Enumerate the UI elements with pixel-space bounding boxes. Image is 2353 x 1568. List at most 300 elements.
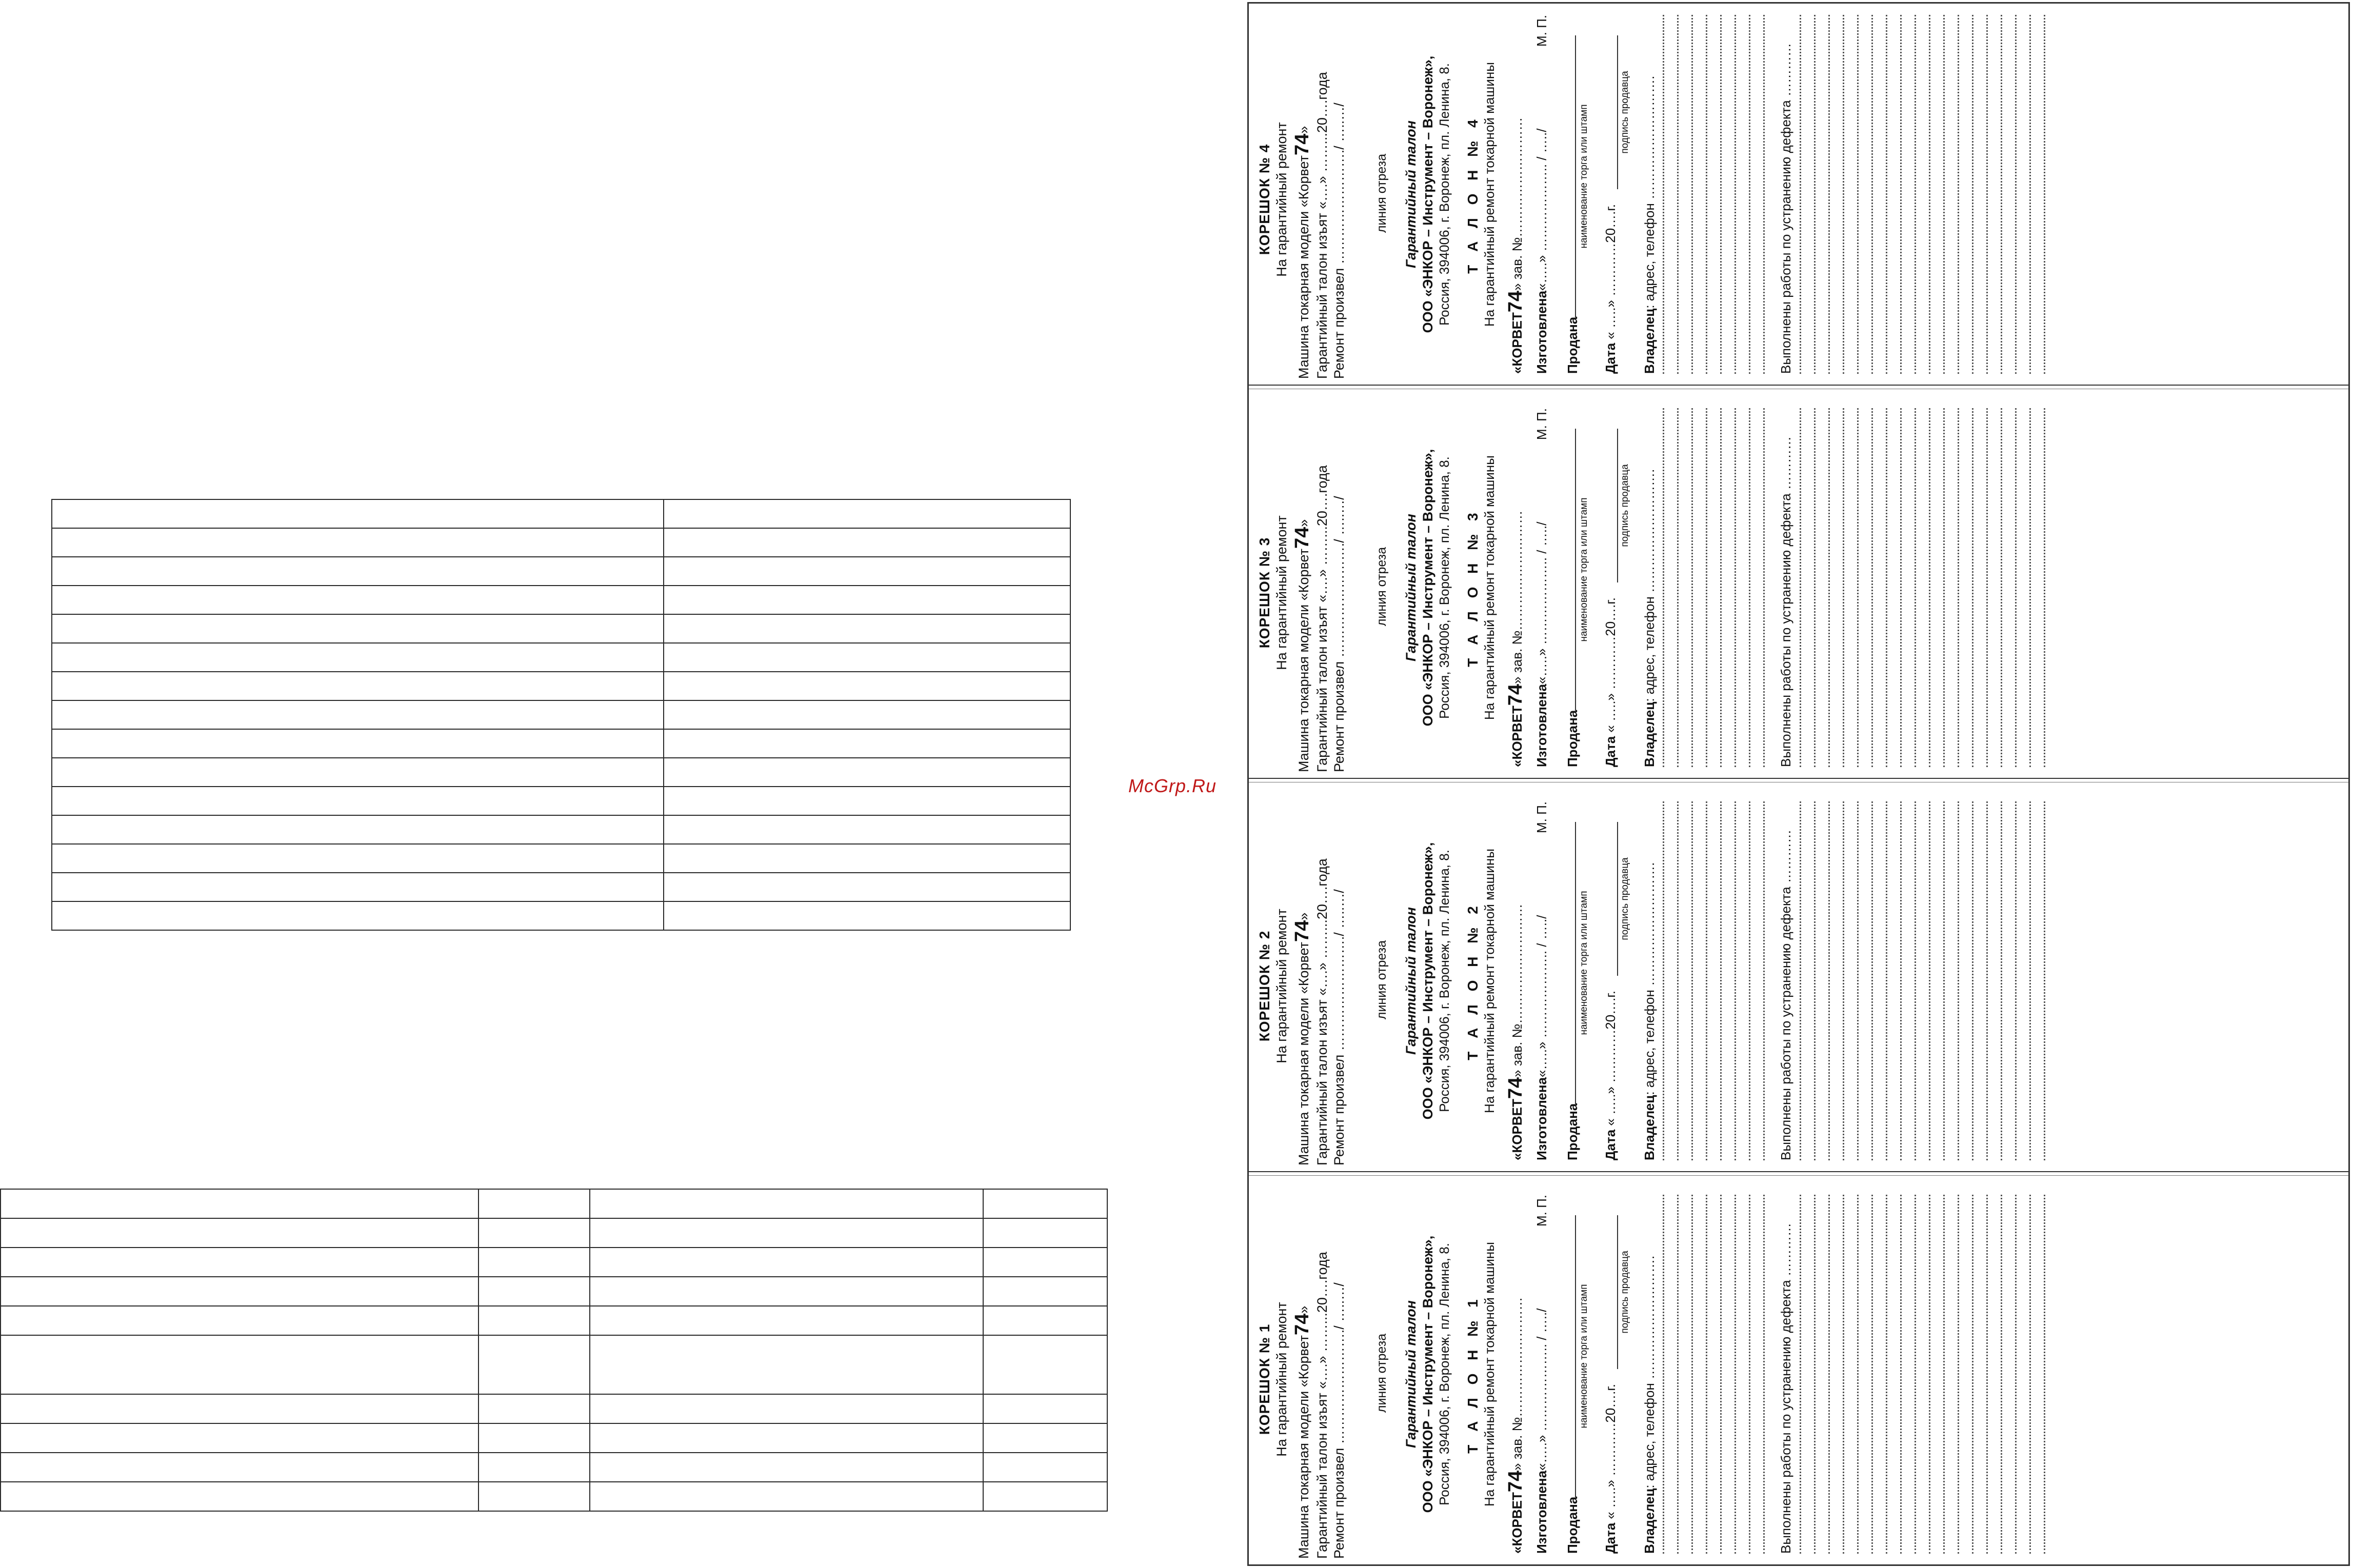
table-cell — [590, 1335, 983, 1394]
date-label: Дата — [1602, 343, 1618, 374]
table-row — [52, 499, 1070, 528]
sold-label: Продана — [1564, 1496, 1580, 1554]
made-value: «…..» ……………….. / …../ — [1533, 521, 1549, 684]
dotted-line — [1691, 408, 1693, 767]
dotted-line — [1720, 408, 1722, 767]
dotted-line — [1734, 1195, 1736, 1554]
table-cell — [52, 729, 664, 758]
table-cell — [590, 1218, 983, 1248]
dotted-line — [1958, 1195, 1959, 1554]
dotted-line — [2015, 1195, 2017, 1554]
dotted-line — [1943, 801, 1945, 1160]
dotted-line — [2029, 408, 2031, 767]
date-label: Дата — [1602, 1522, 1618, 1554]
stub-model-number: 74 — [1291, 920, 1313, 942]
stub-line: Гарантийный талон изъят «….» ……...20….года — [1314, 465, 1330, 772]
date-row — [1600, 801, 1636, 1160]
dotted-line — [2001, 15, 2002, 374]
coupon-body — [1398, 408, 2341, 767]
owner-lines — [1663, 15, 1765, 374]
stub-title: КОРЕШОК № 1 — [1257, 1323, 1272, 1435]
table-cell — [52, 873, 664, 901]
dotted-line — [1886, 15, 1887, 374]
stub-model-line — [1290, 1200, 1314, 1559]
dotted-line — [1814, 1195, 1816, 1554]
coupon-stub — [1256, 807, 1374, 1165]
stub-line: Ремонт произвел ……………………./ …..…/ — [1331, 103, 1347, 379]
dotted-line — [1900, 1195, 1902, 1554]
coupon-title: Т А Л О Н № 4 — [1464, 115, 1481, 274]
dotted-line — [1900, 408, 1902, 767]
made-value: «…..» ……………….. / …../ — [1533, 915, 1549, 1077]
stub-model-number: 74 — [1291, 133, 1313, 155]
table-cell — [983, 1423, 1107, 1453]
table-cell — [1, 1482, 478, 1511]
dotted-line — [1915, 408, 1916, 767]
dotted-line — [1828, 1195, 1830, 1554]
dotted-line — [2015, 15, 2017, 374]
dotted-line — [1677, 801, 1679, 1160]
dotted-line — [1857, 1195, 1859, 1554]
dotted-line — [1958, 15, 1959, 374]
sold-label: Продана — [1564, 1103, 1580, 1160]
stub-model-line — [1290, 413, 1314, 772]
dotted-line — [2001, 1195, 2002, 1554]
stamp-mark: М. П. — [1533, 1195, 1549, 1227]
table-row — [1, 1335, 1107, 1394]
works-label: Выполнены работы по устранению дефекта ………… — [1778, 830, 1794, 1160]
dotted-line — [1663, 15, 1664, 374]
dotted-line — [1986, 15, 1988, 374]
table-cell — [664, 643, 1070, 672]
table-cell — [664, 901, 1070, 930]
table-row — [1, 1306, 1107, 1335]
dotted-line — [1663, 1195, 1664, 1554]
owner-lines — [1663, 1195, 1765, 1554]
dotted-line — [1943, 1195, 1945, 1554]
dotted-line — [1763, 408, 1765, 767]
coupon-body — [1398, 1195, 2341, 1554]
coupon-body — [1398, 15, 2341, 374]
stub-model-suffix: » — [1296, 1305, 1312, 1314]
table-row — [52, 787, 1070, 815]
sold-label: Продана — [1564, 316, 1580, 374]
table-cell — [664, 614, 1070, 643]
maker-name: ООО «ЭНКОР – Инструмент – Воронеж», — [1420, 842, 1435, 1120]
stub-line: Ремонт произвел ……………………./ …..…/ — [1331, 1282, 1347, 1559]
coupon-separator — [1249, 1171, 2348, 1172]
dotted-line — [1800, 801, 1801, 1160]
coupon-separator — [1249, 778, 2348, 779]
table-row — [1, 1394, 1107, 1423]
table-row — [52, 873, 1070, 901]
stub-line: На гарантийный ремонт — [1274, 122, 1290, 277]
table-cell — [52, 614, 664, 643]
table-cell — [664, 787, 1070, 815]
dotted-line — [1749, 801, 1750, 1160]
dotted-line — [1734, 408, 1736, 767]
owner-lines — [1663, 408, 1765, 767]
cut-label — [1374, 790, 1390, 1170]
maker-address: Россия, 394006, г. Воронеж, пл. Ленина, 8. — [1436, 1243, 1452, 1505]
table-cell — [983, 1306, 1107, 1335]
table-cell — [52, 700, 664, 729]
owner-label: Владелец — [1641, 701, 1657, 767]
owner-lines — [1663, 801, 1765, 1160]
dotted-line — [1843, 1195, 1844, 1554]
coupon-title: Т А Л О Н № 1 — [1464, 1295, 1481, 1454]
table-cell — [664, 672, 1070, 700]
dotted-line — [1814, 801, 1816, 1160]
dotted-line — [1814, 15, 1816, 374]
dotted-line — [1706, 801, 1707, 1160]
dotted-line — [1915, 801, 1916, 1160]
dotted-line — [1958, 408, 1959, 767]
dotted-line — [1900, 15, 1902, 374]
cut-label-text: линия отреза — [1374, 544, 1389, 629]
coupon-band-4 — [1249, 4, 2348, 383]
dotted-line — [1886, 801, 1887, 1160]
table-row — [52, 528, 1070, 557]
coupon-4 — [1249, 4, 2348, 383]
coupon-stub — [1256, 20, 1374, 379]
sold-rule — [1575, 1215, 1576, 1497]
table-cell — [478, 1248, 590, 1277]
coupon-separator — [1249, 385, 2348, 386]
model-prefix: «КОРВЕТ — [1509, 1492, 1525, 1554]
made-label: Изготовлена — [1533, 290, 1549, 374]
table-row — [52, 844, 1070, 873]
made-row — [1534, 408, 1550, 767]
table-cell — [52, 844, 664, 873]
stub-model-prefix: Машина токарная модели «Корвет — [1296, 548, 1312, 772]
coupon-separator — [1249, 1175, 2348, 1176]
stub-line: Ремонт произвел ……………………./ …..…/ — [1331, 889, 1347, 1165]
table-cell — [52, 557, 664, 586]
dotted-line — [1749, 1195, 1750, 1554]
dotted-line — [1986, 408, 1988, 767]
dotted-line — [2015, 801, 2017, 1160]
signature-caption: подпись продавца — [1619, 857, 1630, 940]
works-label: Выполнены работы по устранению дефекта ………… — [1778, 43, 1794, 374]
dotted-line — [1972, 15, 1973, 374]
stub-title: КОРЕШОК № 3 — [1257, 537, 1272, 649]
signature-rule — [1617, 822, 1618, 976]
owner-row — [1642, 15, 1658, 374]
stub-title: КОРЕШОК № 4 — [1257, 144, 1272, 255]
sold-row — [1556, 15, 1596, 374]
dotted-line — [1734, 15, 1736, 374]
table-cell — [590, 1306, 983, 1335]
table-cell — [983, 1453, 1107, 1482]
works-label: Выполнены работы по устранению дефекта ………… — [1778, 436, 1794, 767]
works-lines — [1800, 801, 2045, 1160]
sold-label: Продана — [1564, 710, 1580, 767]
dotted-line — [1749, 15, 1750, 374]
coupon-kind: Гарантийный талон — [1403, 907, 1419, 1055]
sold-rule — [1575, 35, 1576, 317]
dotted-line — [2001, 801, 2002, 1160]
table-cell — [983, 1189, 1107, 1218]
dotted-line — [1763, 1195, 1765, 1554]
dotted-line — [1720, 15, 1722, 374]
signature-rule — [1617, 35, 1618, 189]
empty-table-top — [51, 499, 1071, 931]
coupon-3 — [1249, 397, 2348, 776]
dotted-line — [1886, 408, 1887, 767]
stub-line: Ремонт произвел ……………………./ …..…/ — [1331, 496, 1347, 772]
dotted-line — [1929, 408, 1930, 767]
stub-model-prefix: Машина токарная модели «Корвет — [1296, 1335, 1312, 1559]
cut-label — [1374, 397, 1390, 776]
coupon-2 — [1249, 790, 2348, 1170]
model-number: 74 — [1505, 684, 1527, 706]
table-cell — [52, 586, 664, 614]
signature-caption: подпись продавца — [1619, 1251, 1630, 1334]
dotted-line — [1691, 1195, 1693, 1554]
table-row — [1, 1218, 1107, 1248]
dotted-line — [1900, 801, 1902, 1160]
cut-label — [1374, 4, 1390, 383]
stub-line: На гарантийный ремонт — [1274, 515, 1290, 670]
table-cell — [664, 729, 1070, 758]
coupon-title: Т А Л О Н № 2 — [1464, 901, 1481, 1060]
made-label: Изготовлена — [1533, 684, 1549, 767]
works-lines — [1800, 1195, 2045, 1554]
sold-caption: наименование торга или штамп — [1578, 891, 1589, 1035]
table-cell — [664, 557, 1070, 586]
sold-rule — [1575, 429, 1576, 711]
empty-table-top-body — [52, 499, 1070, 930]
dotted-line — [1828, 15, 1830, 374]
made-row — [1534, 1195, 1550, 1554]
table-row — [52, 700, 1070, 729]
model-row — [1504, 801, 1527, 1160]
table-row — [52, 586, 1070, 614]
stub-model-suffix: » — [1296, 912, 1312, 920]
dotted-line — [2029, 1195, 2031, 1554]
dotted-line — [1943, 408, 1945, 767]
table-cell — [52, 758, 664, 787]
empty-table-bottom — [0, 1189, 1108, 1512]
dotted-line — [1871, 408, 1873, 767]
date-row — [1600, 1195, 1636, 1554]
date-text — [1603, 597, 1619, 767]
dotted-line — [1857, 801, 1859, 1160]
coupon-title: Т А Л О Н № 3 — [1464, 508, 1481, 667]
stub-model-suffix: » — [1296, 519, 1312, 527]
coupon-kind: Гарантийный талон — [1403, 514, 1419, 661]
table-cell — [983, 1335, 1107, 1394]
table-cell — [52, 815, 664, 844]
table-cell — [664, 815, 1070, 844]
table-cell — [52, 643, 664, 672]
dotted-line — [1677, 15, 1679, 374]
table-cell — [590, 1394, 983, 1423]
date-label: Дата — [1602, 1129, 1618, 1160]
owner-label: Владелец — [1641, 308, 1657, 374]
made-label: Изготовлена — [1533, 1470, 1549, 1554]
maker-name: ООО «ЭНКОР – Инструмент – Воронеж», — [1420, 55, 1435, 333]
table-cell — [1, 1423, 478, 1453]
table-cell — [983, 1277, 1107, 1306]
model-row — [1504, 15, 1527, 374]
table-cell — [478, 1335, 590, 1394]
stamp-mark: М. П. — [1533, 15, 1549, 47]
cut-label-text: линия отреза — [1374, 937, 1389, 1022]
made-row — [1534, 15, 1550, 374]
dotted-line — [1814, 408, 1816, 767]
maker-name: ООО «ЭНКОР – Инструмент – Воронеж», — [1420, 449, 1435, 727]
made-label: Изготовлена — [1533, 1077, 1549, 1160]
table-cell — [478, 1189, 590, 1218]
coupon-kind: Гарантийный талон — [1403, 120, 1419, 268]
dotted-line — [1734, 801, 1736, 1160]
table-cell — [1, 1218, 478, 1248]
coupon-band-3 — [1249, 397, 2348, 776]
empty-table-bottom-body — [1, 1189, 1107, 1511]
dotted-line — [2029, 15, 2031, 374]
table-cell — [1, 1453, 478, 1482]
coupon-stub — [1256, 1200, 1374, 1559]
stub-model-line — [1290, 20, 1314, 379]
stamp-mark: М. П. — [1533, 408, 1549, 440]
owner-value: : адрес, телефон ………………………. — [1641, 862, 1657, 1095]
stub-line: Гарантийный талон изъят «….» ……...20….года — [1314, 858, 1330, 1165]
table-cell — [664, 700, 1070, 729]
table-cell — [664, 528, 1070, 557]
sold-row — [1556, 801, 1596, 1160]
table-cell — [52, 672, 664, 700]
table-cell — [664, 844, 1070, 873]
table-cell — [983, 1482, 1107, 1511]
table-cell — [664, 873, 1070, 901]
table-cell — [478, 1453, 590, 1482]
coupon-subtitle: На гарантийный ремонт токарной машины — [1481, 62, 1497, 327]
table-cell — [590, 1248, 983, 1277]
table-cell — [1, 1277, 478, 1306]
dotted-line — [1871, 1195, 1873, 1554]
dotted-line — [2044, 15, 2045, 374]
table-row — [52, 815, 1070, 844]
table-cell — [52, 499, 664, 528]
dotted-line — [1972, 408, 1973, 767]
dotted-line — [1843, 15, 1844, 374]
stub-title: КОРЕШОК № 2 — [1257, 930, 1272, 1042]
dotted-line — [2001, 408, 2002, 767]
made-row — [1534, 801, 1550, 1160]
cut-label — [1374, 1183, 1390, 1563]
table-row — [1, 1453, 1107, 1482]
dotted-line — [1720, 801, 1722, 1160]
dotted-line — [1663, 801, 1664, 1160]
works-lines — [1800, 15, 2045, 374]
stub-model-prefix: Машина токарная модели «Корвет — [1296, 941, 1312, 1165]
cut-label-text: линия отреза — [1374, 151, 1389, 236]
coupon-kind: Гарантийный талон — [1403, 1300, 1419, 1448]
coupon-subtitle: На гарантийный ремонт токарной машины — [1481, 849, 1497, 1113]
table-cell — [1, 1189, 478, 1218]
signature-caption: подпись продавца — [1619, 464, 1630, 547]
coupon-stub — [1256, 413, 1374, 772]
dotted-line — [1691, 15, 1693, 374]
model-row — [1504, 408, 1527, 767]
dotted-line — [1871, 15, 1873, 374]
date-value: « …..» …………20….г. — [1602, 991, 1618, 1126]
coupon-1 — [1249, 1183, 2348, 1563]
table-row — [52, 758, 1070, 787]
sold-caption: наименование торга или штамп — [1578, 104, 1589, 249]
table-cell — [1, 1394, 478, 1423]
table-cell — [52, 901, 664, 930]
model-number: 74 — [1505, 1077, 1527, 1099]
dotted-line — [1800, 408, 1801, 767]
coupon-band-1 — [1249, 1183, 2348, 1563]
table-row — [1, 1423, 1107, 1453]
table-cell — [478, 1482, 590, 1511]
stub-line: На гарантийный ремонт — [1274, 1302, 1290, 1457]
owner-label: Владелец — [1641, 1095, 1657, 1160]
dotted-line — [1677, 1195, 1679, 1554]
owner-row — [1642, 408, 1658, 767]
dotted-line — [2044, 408, 2045, 767]
table-cell — [983, 1218, 1107, 1248]
table-cell — [1, 1335, 478, 1394]
owner-value: : адрес, телефон ………………………. — [1641, 1255, 1657, 1489]
date-value: « …..» …………20….г. — [1602, 204, 1618, 339]
dotted-line — [1857, 408, 1859, 767]
signature-rule — [1617, 1215, 1618, 1369]
works-lines — [1800, 408, 2045, 767]
dotted-line — [2044, 1195, 2045, 1554]
stub-line: Гарантийный талон изъят «….» ……...20….года — [1314, 1252, 1330, 1559]
stub-model-number: 74 — [1291, 1313, 1313, 1335]
table-row — [52, 901, 1070, 930]
dotted-line — [1929, 801, 1930, 1160]
dotted-line — [2044, 801, 2045, 1160]
table-cell — [478, 1277, 590, 1306]
dotted-line — [1843, 408, 1844, 767]
table-cell — [983, 1394, 1107, 1423]
maker-address: Россия, 394006, г. Воронеж, пл. Ленина, 8. — [1436, 456, 1452, 719]
cut-label-text: линия отреза — [1374, 1331, 1389, 1416]
maker-address: Россия, 394006, г. Воронеж, пл. Ленина, 8. — [1436, 850, 1452, 1112]
dotted-line — [1720, 1195, 1722, 1554]
table-cell — [478, 1394, 590, 1423]
dotted-line — [1915, 15, 1916, 374]
dotted-line — [1929, 15, 1930, 374]
model-prefix: «КОРВЕТ — [1509, 706, 1525, 767]
date-value: « …..» …………20….г. — [1602, 597, 1618, 733]
dotted-line — [1843, 801, 1844, 1160]
dotted-line — [1958, 801, 1959, 1160]
dotted-line — [1763, 801, 1765, 1160]
sold-caption: наименование торга или штамп — [1578, 1284, 1589, 1429]
sold-caption: наименование торга или штамп — [1578, 497, 1589, 642]
coupon-subtitle: На гарантийный ремонт токарной машины — [1481, 1242, 1497, 1506]
dotted-line — [1706, 408, 1707, 767]
table-cell — [590, 1482, 983, 1511]
dotted-line — [1972, 801, 1973, 1160]
table-cell — [478, 1423, 590, 1453]
stub-line: На гарантийный ремонт — [1274, 909, 1290, 1063]
signature-caption: подпись продавца — [1619, 71, 1630, 154]
dotted-line — [1972, 1195, 1973, 1554]
model-suffix: » зав. №……………………… — [1509, 510, 1525, 684]
date-row — [1600, 408, 1636, 767]
dotted-line — [1749, 408, 1750, 767]
dotted-line — [1763, 15, 1765, 374]
